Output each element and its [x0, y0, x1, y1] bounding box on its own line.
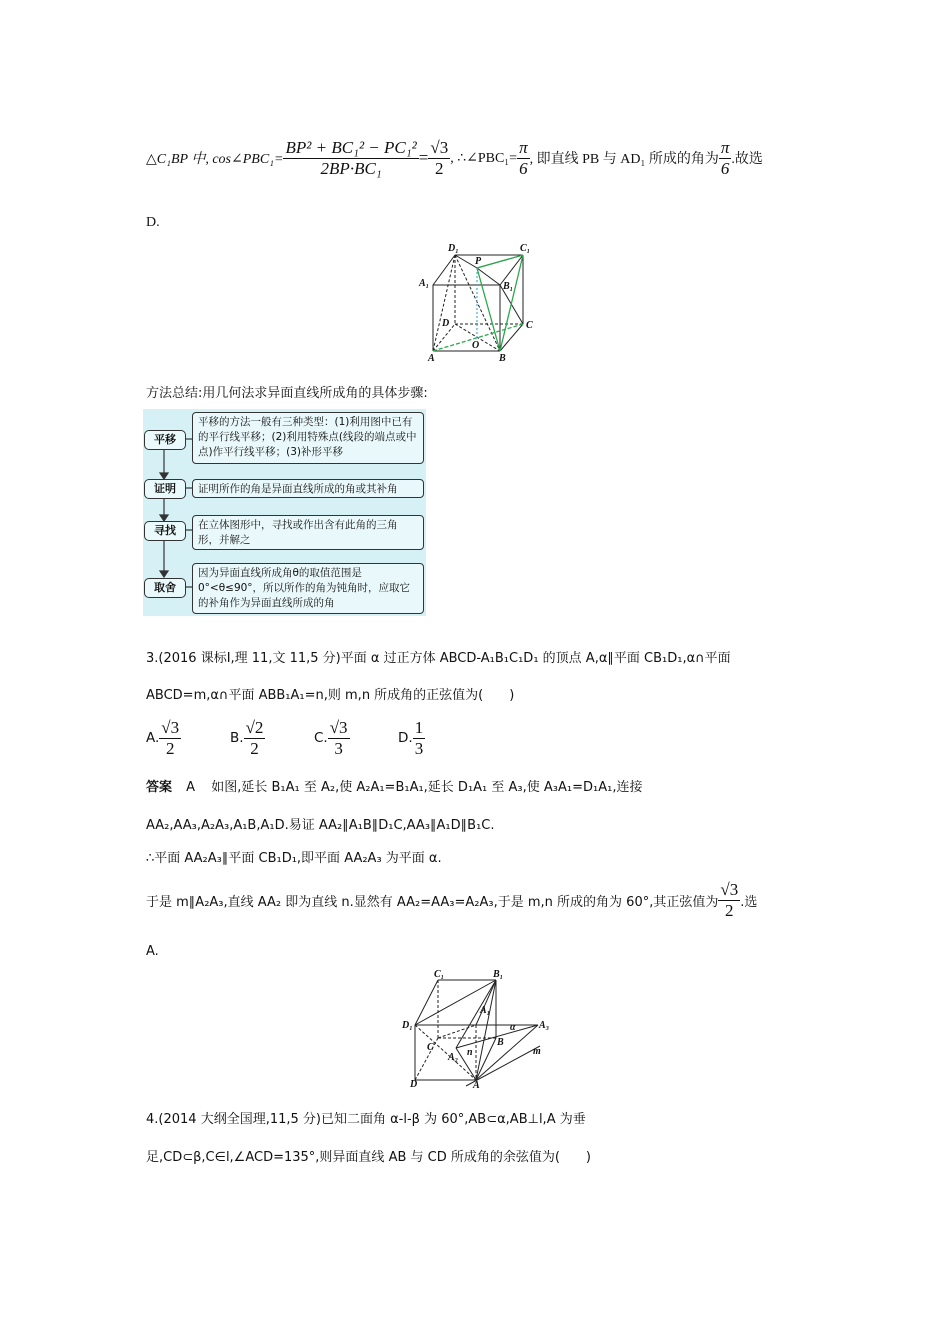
fraction-denominator: 6 — [517, 158, 530, 179]
flow-step-translate: 平移 — [144, 430, 186, 450]
q4-line1: 4.(2014 大纲全国理,11,5 分)已知二面角 α-l-β 为 60°,AB⊂α,AB⊥l,A 为垂 — [146, 1112, 586, 1127]
sqrt3-over-2-fraction — [428, 138, 450, 179]
label-b: B — [497, 1037, 504, 1048]
flow-text-choose: 因为异面直线所成角θ的取值范围是0°<θ≤90°，所以所作的角为钝角时，应取它的补角作为异面直线所成的角 — [192, 563, 424, 614]
q3-answer-line5: A. — [146, 944, 159, 959]
q3-answer-line4 — [146, 876, 757, 924]
angle-result-text: , ∴∠PBC₁= — [450, 150, 518, 166]
label-c: C — [526, 320, 533, 331]
answer-letter: A — [186, 780, 196, 795]
fraction-numerator: √3 — [720, 879, 739, 899]
label-a: A — [473, 1080, 480, 1090]
label-o: O — [472, 340, 480, 351]
option-d — [398, 718, 482, 759]
fraction-numerator: √3 — [430, 137, 449, 157]
label-d1: D₁ — [448, 243, 459, 254]
q3-options — [146, 714, 482, 762]
cosine-law-numerator: BP² + BC₁² − PC₁² — [285, 137, 417, 157]
choose-text: .故选 — [731, 152, 763, 167]
answer-text-4: 于是 m∥A₂A₃,直线 AA₂ 即为直线 n.显然有 AA₂=AA₃=A₂A₃,于是 m,n 所成的角为 60°,其正弦值为 — [146, 894, 719, 910]
fraction-denominator: 2 — [718, 900, 740, 921]
label-d: D — [410, 1079, 418, 1090]
equals-sign: = — [418, 148, 429, 167]
option-fraction — [413, 718, 426, 759]
label-a: A — [428, 353, 435, 364]
label-p: P — [475, 256, 482, 267]
fraction-numerator: √3 — [329, 717, 348, 737]
fraction-numerator: √3 — [161, 717, 180, 737]
fraction-denominator: 3 — [414, 738, 424, 758]
label-c1: C₁ — [434, 969, 445, 980]
option-fraction — [328, 718, 350, 759]
cosine-law-denominator: 2BP·BC₁ — [283, 158, 418, 179]
answer-label: 答案 — [146, 780, 173, 795]
solution-formula-line — [146, 133, 763, 183]
method-summary-title: 方法总结:用几何法求异面直线所成角的具体步骤: — [146, 386, 428, 401]
cosine-law-fraction — [283, 138, 418, 179]
fraction-numerator: 1 — [414, 717, 424, 737]
option-b — [230, 718, 314, 759]
label-c1: C₁ — [520, 243, 531, 254]
flow-step-find: 寻找 — [144, 521, 186, 541]
option-a — [146, 718, 230, 759]
answer-text-1: 如图,延长 B₁A₁ 至 A₂,使 A₂A₁=B₁A₁,延长 D₁A₁ 至 A₃,使 A₃A₁=D₁A₁,连接 — [211, 780, 643, 795]
option-c — [314, 718, 398, 759]
fraction-numerator: π — [519, 137, 528, 157]
flow-text-find: 在立体图形中，寻找或作出含有此角的三角形，并解之 — [192, 515, 424, 550]
label-b: B — [499, 353, 506, 364]
cube-figure-1 — [415, 238, 545, 364]
label-d1: D₁ — [402, 1020, 413, 1031]
option-label: B. — [230, 730, 244, 746]
flow-step-choose: 取舍 — [144, 578, 186, 598]
sine-value-fraction — [718, 880, 740, 921]
label-n: n — [467, 1047, 473, 1058]
q4-line2: 足,CD⊂β,C∈l,∠ACD=135°,则异面直线 AB 与 CD 所成角的余弦值为( ) — [146, 1150, 592, 1165]
label-a1: A₁ — [480, 1005, 491, 1016]
label-d: D — [442, 318, 450, 329]
q3-answer-line3: ∴平面 AA₂A₃∥平面 CB₁D₁,即平面 AA₂A₃ 为平面 α. — [146, 851, 442, 866]
label-a3: A₃ — [539, 1020, 550, 1031]
label-a1: A₁ — [419, 278, 430, 289]
option-label: A. — [146, 730, 160, 746]
q3-answer-line1 — [146, 776, 642, 795]
option-label: D. — [398, 730, 413, 746]
flow-text-prove: 证明所作的角是异面直线所成的角或其补角 — [192, 479, 424, 498]
cube-figure-2 — [400, 968, 560, 1090]
option-fraction — [244, 718, 266, 759]
q3-answer-line2: AA₂,AA₃,A₂A₃,A₁B,A₁D.易证 AA₂∥A₁B∥D₁C,AA₃∥A₁D∥B₁C. — [146, 818, 495, 833]
method-flowchart — [143, 409, 426, 616]
pi-over-6-fraction — [517, 138, 530, 179]
fraction-numerator: π — [720, 137, 730, 157]
conclusion-text: , 即直线 PB 与 AD₁ 所成的角为 — [529, 152, 719, 167]
flow-text-translate: 平移的方法一般有三种类型：(1)利用图中已有的平行线平移；(2)利用特殊点(线段的端点或中点)作平行线平移；(3)补形平移 — [192, 412, 424, 464]
flow-step-prove: 证明 — [144, 479, 186, 499]
label-m: m — [533, 1046, 541, 1057]
label-c: C — [427, 1042, 434, 1053]
fraction-denominator: 6 — [719, 158, 732, 179]
solution-prefix: △C₁BP 中, cos∠PBC₁= — [146, 152, 284, 167]
fraction-denominator: 2 — [244, 738, 266, 759]
choose-answer-d: D. — [146, 215, 160, 230]
label-b1: B₁ — [503, 281, 514, 292]
option-label: C. — [314, 730, 328, 746]
pi-over-6-fraction-2 — [719, 138, 732, 179]
label-a2: A₂ — [448, 1052, 459, 1063]
option-fraction — [159, 718, 181, 759]
fraction-denominator: 2 — [159, 738, 181, 759]
label-b1: B₁ — [493, 969, 504, 980]
fraction-numerator: √2 — [245, 717, 264, 737]
label-alpha: α — [510, 1022, 516, 1033]
fraction-denominator: 2 — [428, 158, 450, 179]
q3-line1: 3.(2016 课标Ⅰ,理 11,文 11,5 分)平面 α 过正方体 ABCD-A₁B₁C₁D₁ 的顶点 A,α∥平面 CB₁D₁,α∩平面 — [146, 651, 731, 666]
q3-line2: ABCD=m,α∩平面 ABB₁A₁=n,则 m,n 所成角的正弦值为( ) — [146, 688, 515, 703]
fraction-denominator: 3 — [328, 738, 350, 759]
answer-choose-text: .选 — [740, 894, 758, 910]
